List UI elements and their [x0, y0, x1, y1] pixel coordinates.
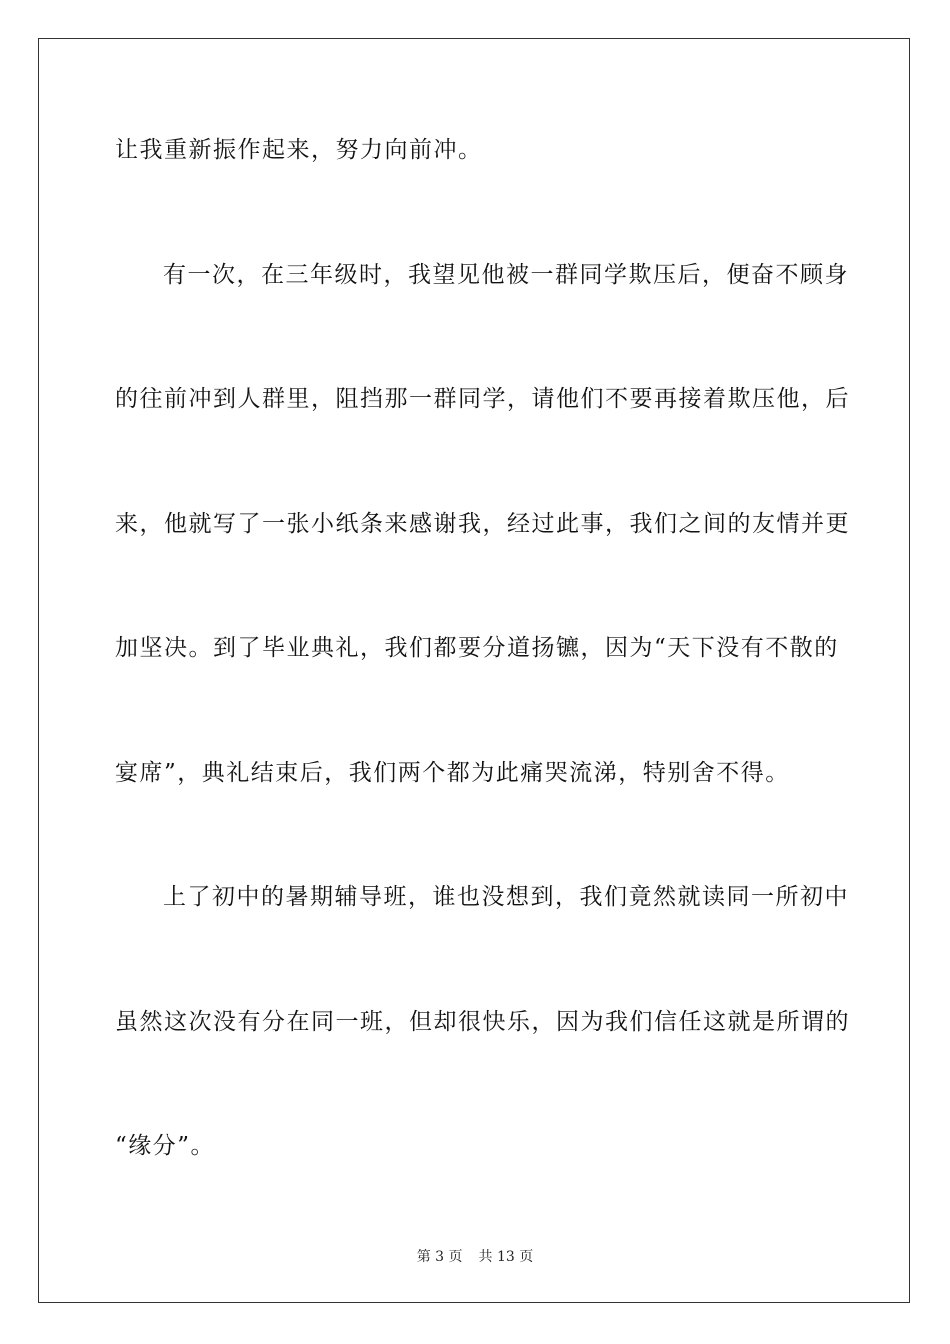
page-footer — [0, 1248, 950, 1266]
text-line-5: 加坚决。到了毕业典礼，我们都要分道扬镳，因为“天下没有不散的 — [115, 635, 839, 661]
text-line-3: 的往前冲到人群里，阻挡那一群同学，请他们不要再接着欺压他，后 — [115, 386, 850, 412]
text-line-7: 上了初中的暑期辅导班，谁也没想到，我们竟然就读同一所初中 — [163, 884, 849, 910]
text-line-1: 让我重新振作起来，努力向前冲。 — [115, 137, 483, 163]
text-line-6: 宴席”，典礼结束后，我们两个都为此痛哭流涕，特别舍不得。 — [115, 760, 790, 786]
page-number: 第 3 页 — [416, 1249, 463, 1265]
total-pages: 共 13 页 — [478, 1249, 534, 1265]
text-line-2: 有一次，在三年级时，我望见他被一群同学欺压后，便奋不顾身 — [163, 262, 849, 288]
page-border — [38, 38, 910, 1303]
text-line-9: “缘分”。 — [115, 1133, 216, 1159]
text-line-8: 虽然这次没有分在同一班，但却很快乐，因为我们信任这就是所谓的 — [115, 1009, 850, 1035]
text-line-4: 来，他就写了一张小纸条来感谢我，经过此事，我们之间的友情并更 — [115, 511, 850, 537]
